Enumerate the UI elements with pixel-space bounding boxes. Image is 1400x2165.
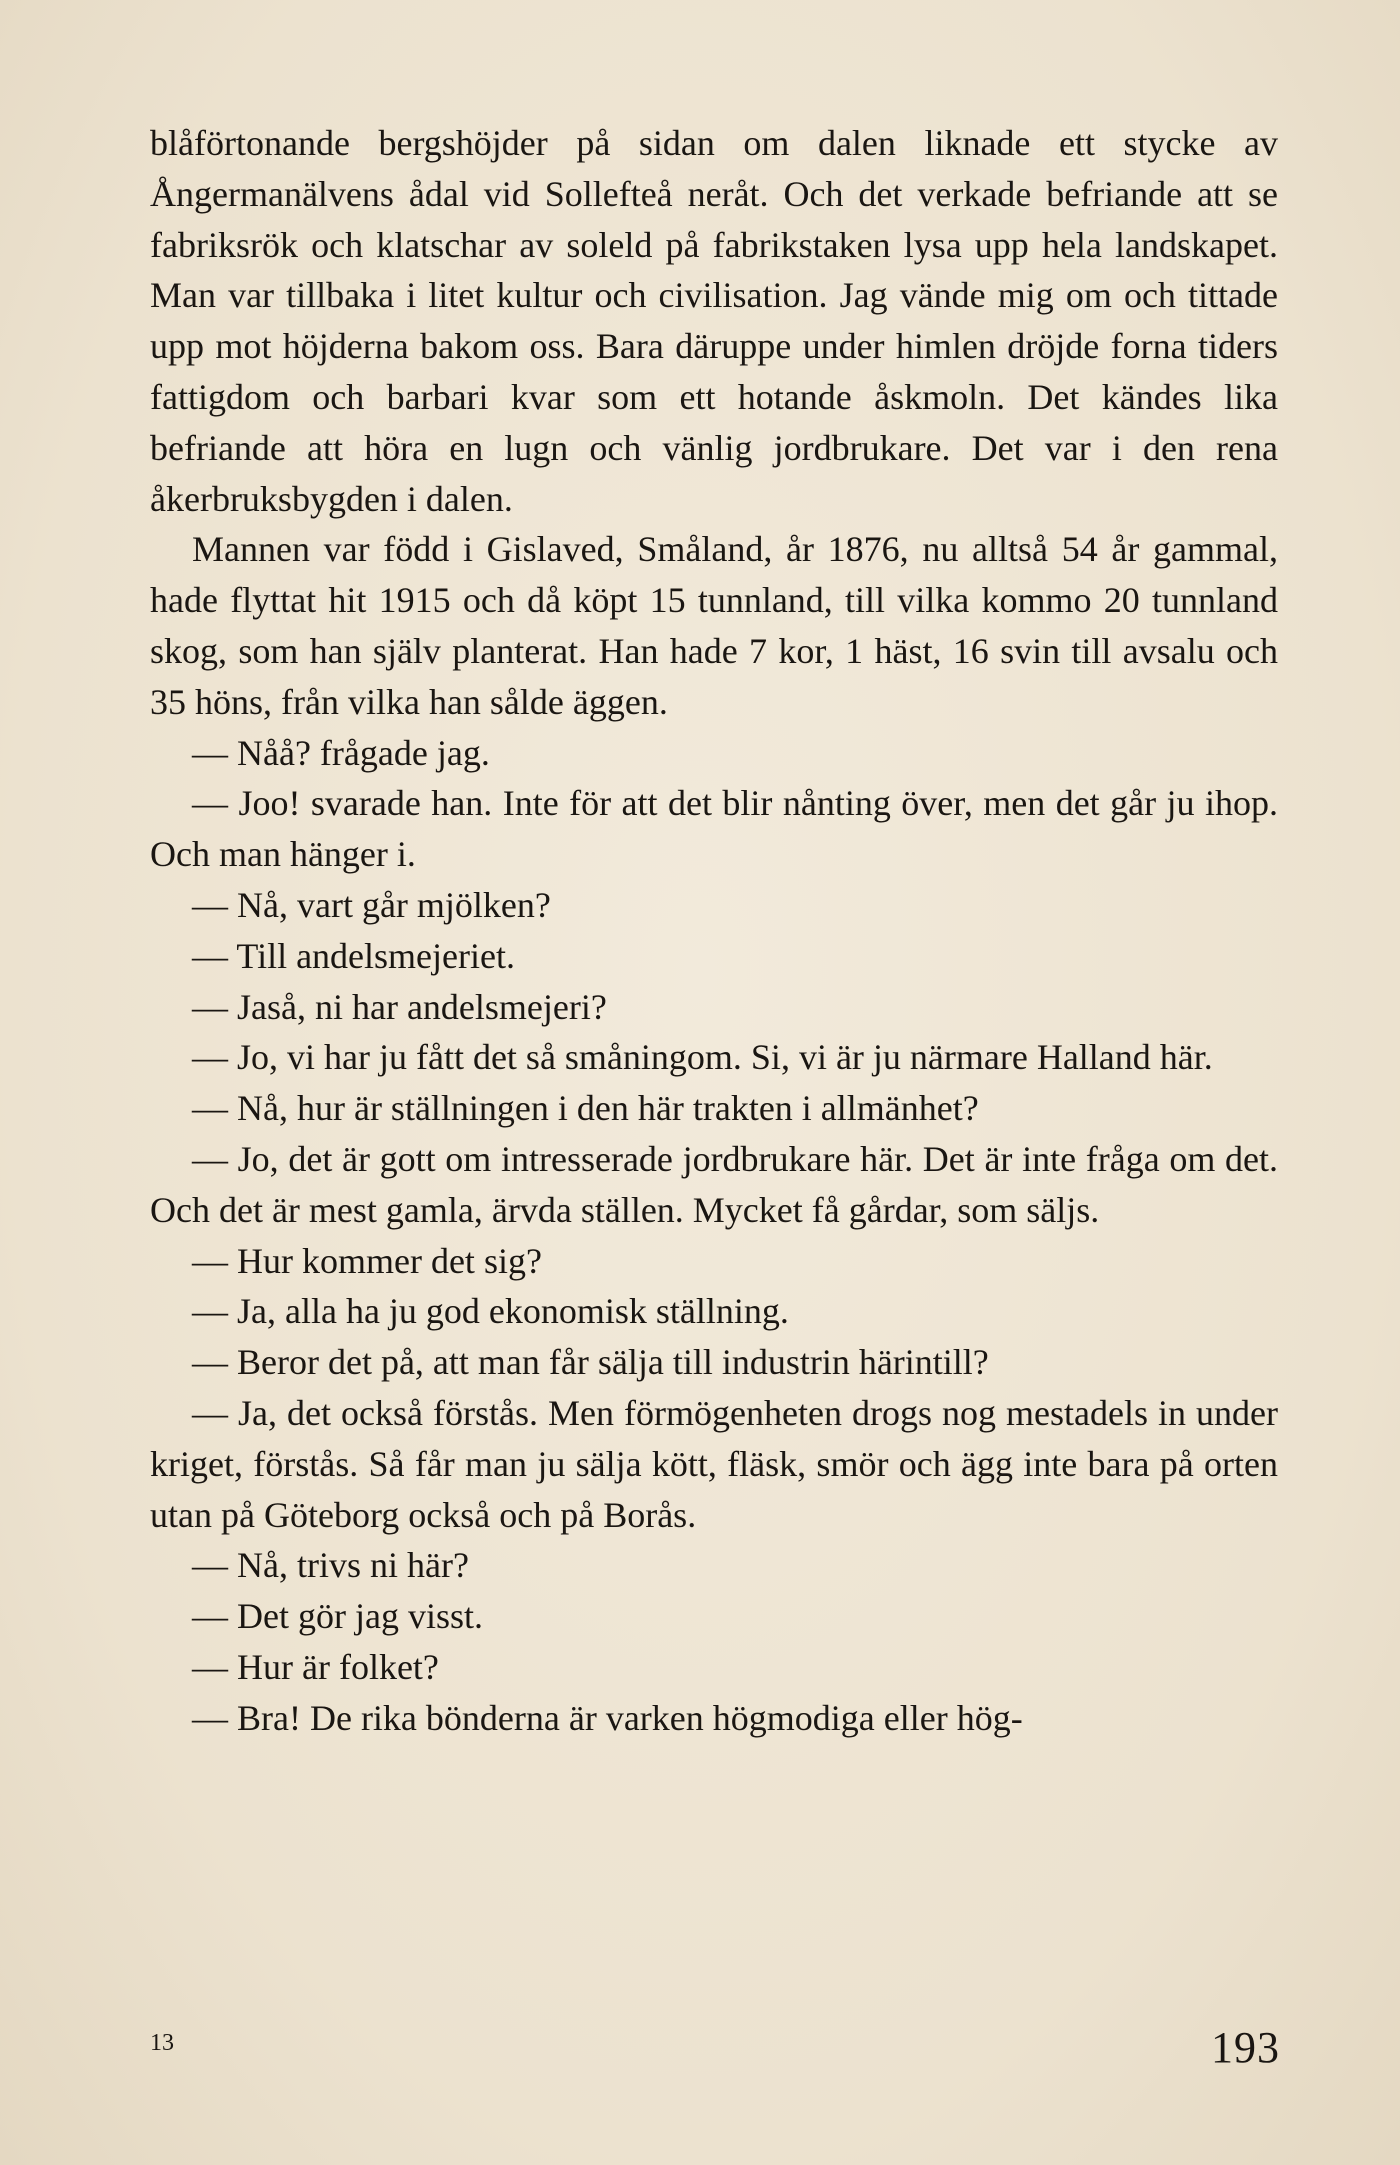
dialogue-line: — Hur kommer det sig? <box>192 1240 542 1281</box>
page-number: 193 <box>1211 2023 1280 2072</box>
dialogue-line: — Jo, vi har ju fått det så småningom. Si, vi är ju närmare Halland här. <box>192 1037 1213 1078</box>
dialogue-line: — Beror det på, att man får sälja till industrin härintill? <box>192 1342 989 1383</box>
signature-mark: 13 <box>150 2030 174 2056</box>
dialogue-line: — Joo! svarade han. Inte för att det blir nånting över, men det går ju ihop. Och man hänger i. <box>150 783 1278 875</box>
page-text <box>150 118 1278 1744</box>
dialogue-line: — Nå, trivs ni här? <box>192 1545 469 1586</box>
dialogue-line: — Nåå? frågade jag. <box>192 732 490 773</box>
paragraph: Mannen var född i Gislaved, Småland, år 1876, nu alltså 54 år gammal, hade flyttat hit 1915 och då köpt 15 tunnland, till vilka kommo 20 tunnland skog, som han själv planterat. Han hade 7 kor, 1 häst, 16 svin till avsalu och 35 höns, från vilka han sålde äggen. <box>150 529 1278 722</box>
dialogue-line: — Nå, vart går mjölken? <box>192 884 551 925</box>
dialogue-line: — Hur är folket? <box>192 1646 439 1687</box>
dialogue-line: — Bra! De rika bönderna är varken högmodiga eller hög- <box>192 1697 1023 1738</box>
dialogue-line: — Ja, alla ha ju god ekonomisk ställning. <box>192 1291 789 1332</box>
dialogue-line: — Jaså, ni har andelsmejeri? <box>192 986 607 1027</box>
dialogue-line: — Till andelsmejeriet. <box>192 935 515 976</box>
dialogue-line: — Det gör jag visst. <box>192 1596 483 1637</box>
paragraph: blåförtonande bergshöjder på sidan om dalen liknade ett stycke av Ångermanälvens ådal vid Sollefteå neråt. Och det verkade befriande att se fabriksrök och klatschar av soleld på fabrikstaken lysa upp hela landskapet. Man var tillbaka i litet kultur och civilisation. Jag vände mig om och tittade upp mot höjderna bakom oss. Bara däruppe under himlen dröjde forna tiders fattigdom och barbari kvar som ett hotande åskmoln. Det kändes lika befriande att höra en lugn och vänlig jordbrukare. Det var i den rena åkerbruksbygden i dalen. <box>150 123 1278 519</box>
dialogue-line: — Nå, hur är ställningen i den här trakten i allmänhet? <box>192 1088 979 1129</box>
dialogue-line: — Ja, det också förstås. Men förmögenheten drogs nog mestadels in under kriget, förstås. Så får man ju sälja kött, fläsk, smör och ägg inte bara på orten utan på Göteborg också och på Borås. <box>150 1392 1278 1535</box>
dialogue-line: — Jo, det är gott om intresserade jordbrukare här. Det är inte fråga om det. Och det är mest gamla, ärvda ställen. Mycket få gårdar, som säljs. <box>150 1138 1278 1230</box>
